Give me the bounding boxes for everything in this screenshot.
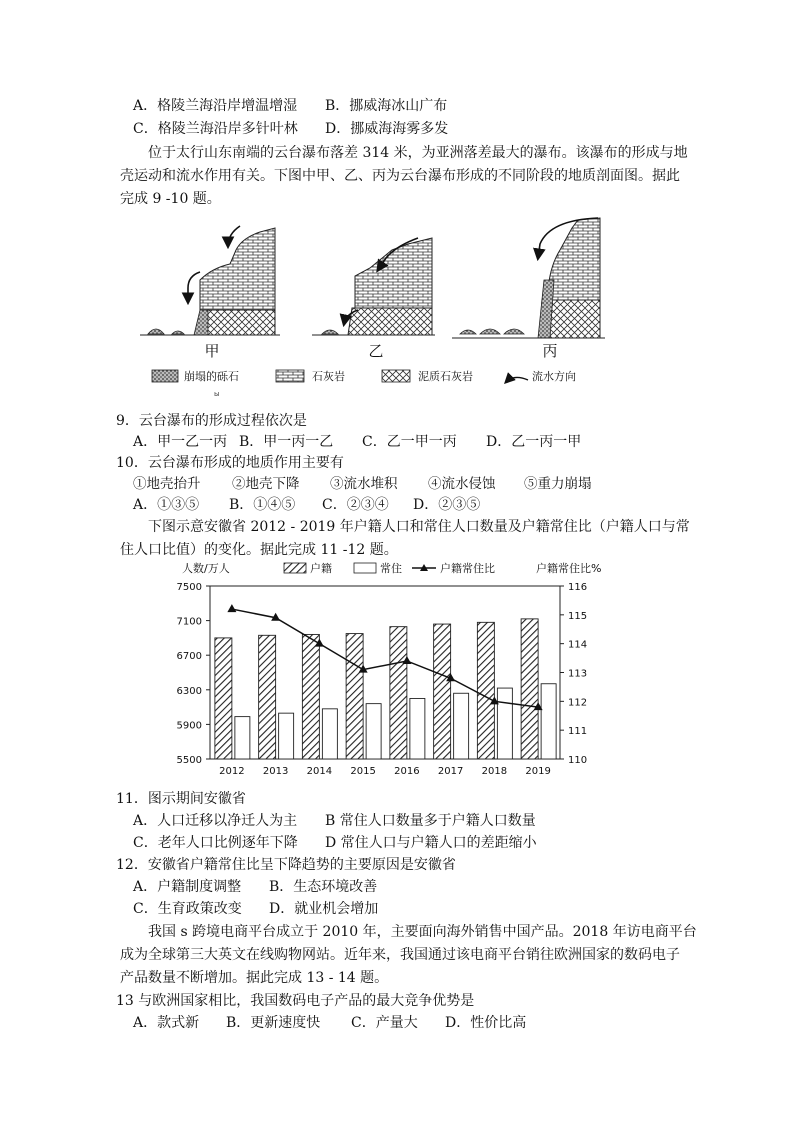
legend-changzhu: 常住 [380, 562, 402, 575]
intro-13-line-3: 产品数量不断增加。据此完成 13 - 14 题。 [120, 970, 389, 986]
bar-huji [346, 634, 363, 759]
q13-option-c: C．产量大 [351, 1015, 418, 1031]
q12-option-a: A．户籍制度调整 [133, 879, 242, 895]
q12-option-c: C．生育政策改变 [133, 901, 242, 917]
y-tick-label: 7100 [176, 616, 202, 628]
y-tick-label: 6700 [176, 651, 202, 663]
q11-option-c: C．老年人口比例逐年下降 [133, 835, 298, 851]
q12-option-d: D．就业机会增加 [269, 901, 379, 917]
y-tick-label: 7500 [176, 582, 202, 593]
label-yi: 乙 [368, 342, 384, 360]
legend-huji: 户籍 [310, 562, 332, 575]
y2-tick-label: 116 [568, 582, 588, 593]
q9-option-c: C．乙一甲一丙 [362, 434, 457, 450]
bar-changzhu [410, 698, 425, 759]
bar-changzhu [541, 684, 556, 759]
intro-9-line-3: 完成 9 -10 题。 [120, 191, 221, 207]
profile-legend [152, 369, 576, 398]
intro-9-line-2: 壳运动和流水作用有关。下图中甲、乙、丙为云台瀑布形成的不同阶段的地质剖面图。据此 [120, 168, 680, 184]
bar-huji [434, 624, 451, 759]
y2-axis-label: 户籍常住比% [536, 562, 602, 575]
x-tick-label: 2013 [262, 766, 289, 777]
q9-option-a: A．甲一乙一丙 [133, 434, 228, 450]
q9-option-b: B．甲一丙一乙 [239, 434, 334, 450]
x-tick-label: 2018 [481, 766, 508, 777]
profile-yi [312, 238, 435, 335]
profile-bing [452, 218, 605, 338]
bar-changzhu [279, 713, 294, 759]
q13-option-d: D．性价比高 [445, 1015, 527, 1031]
x-tick-label: 2012 [219, 766, 245, 777]
x-tick-label: 2016 [394, 766, 420, 777]
q10-item-2: ②地壳下降 [232, 476, 300, 492]
q8-option-d: D．挪威海海雾多发 [325, 121, 449, 137]
q9-stem: 9．云台瀑布的形成过程依次是 [116, 413, 307, 429]
population-chart [150, 556, 620, 786]
bar-huji [259, 635, 276, 759]
x-tick-label: 2015 [350, 766, 376, 777]
q10-option-a: A．①③⑤ [133, 497, 200, 513]
y2-tick-label: 115 [568, 610, 588, 622]
stray-mark: ы [214, 390, 220, 398]
q10-item-5: ⑤重力崩塌 [524, 476, 592, 492]
q11-option-b: B 常住人口数量多于户籍人口数量 [325, 813, 536, 829]
q11-stem: 11．图示期间安徽省 [116, 791, 246, 807]
q10-option-d: D．②③⑤ [413, 497, 481, 513]
q10-option-c: C．②③④ [322, 497, 389, 513]
bar-huji [215, 638, 232, 759]
legend-swatch-marl [382, 370, 410, 382]
q8-option-c: C．格陵兰海沿岸多针叶林 [133, 121, 298, 137]
y2-tick-label: 112 [568, 697, 588, 709]
y-tick-label: 5900 [176, 720, 202, 732]
legend-marl: 泥质石灰岩 [418, 370, 473, 383]
q12-option-b: B．生态环境改善 [269, 879, 378, 895]
q13-stem: 13 与欧洲国家相比，我国数码电子产品的最大竞争优势是 [116, 993, 475, 1009]
bar-changzhu [454, 693, 469, 759]
bar-changzhu [322, 709, 337, 759]
intro-11-line-1: 下图示意安徽省 2012 - 2019 年户籍人口和常住人口数量及户籍常住比（户籍人口与常 [148, 519, 690, 535]
bar-changzhu [497, 688, 512, 759]
chart-legend [284, 561, 495, 575]
q10-stem: 10．云台瀑布形成的地质作用主要有 [116, 455, 344, 471]
legend-gravel: 崩塌的砾石 [184, 370, 239, 383]
legend-flow: 流水方向 [532, 370, 576, 383]
q10-option-b: B．①④⑤ [229, 497, 296, 513]
y-axis-label: 人数/万人 [182, 562, 230, 575]
q13-option-b: B．更新速度快 [226, 1015, 321, 1031]
y2-tick-label: 110 [568, 755, 588, 766]
q11-option-a: A．人口迁移以净迁人为主 [133, 813, 298, 829]
x-tick-label: 2017 [437, 766, 464, 777]
legend-swatch-changzhu [354, 563, 376, 573]
y2-tick-label: 113 [568, 668, 588, 680]
y2-tick-label: 114 [568, 639, 588, 651]
x-tick-label: 2014 [306, 766, 333, 777]
bar-changzhu [235, 717, 250, 759]
bar-huji [390, 627, 407, 759]
intro-11-line-2: 住人口比值）的变化。据此完成 11 -12 题。 [120, 542, 398, 558]
legend-swatch-limestone [276, 370, 304, 382]
legend-limestone: 石灰岩 [312, 370, 345, 383]
legend-arrow-icon [506, 377, 528, 382]
bar-huji [477, 622, 494, 759]
q10-item-4: ④流水侵蚀 [428, 476, 496, 492]
y-tick-label: 6300 [176, 685, 202, 697]
q9-option-d: D．乙一丙一甲 [486, 434, 582, 450]
ratio-point [227, 604, 236, 612]
legend-swatch-huji [284, 563, 306, 573]
bar-huji [302, 634, 319, 759]
bar-huji [521, 619, 538, 759]
q8-option-b: B．挪威海冰山广布 [325, 98, 448, 114]
q8-option-a: A．格陵兰海沿岸增温增湿 [133, 98, 298, 114]
intro-13-line-1: 我国 s 跨境电商平台成立于 2010 年，主要面向海外销售中国产品。2018 年访电商平台 [148, 924, 697, 940]
x-tick-label: 2019 [525, 766, 551, 777]
label-bing: 丙 [542, 342, 558, 360]
q11-option-d: D 常住人口与户籍人口的差距缩小 [325, 835, 537, 851]
geologic-profile-figure [130, 210, 630, 400]
q10-item-3: ③流水堆积 [330, 476, 398, 492]
label-jia: 甲 [204, 342, 220, 360]
bar-changzhu [366, 704, 381, 759]
intro-9-line-1: 位于太行山东南端的云台瀑布落差 314 米，为亚洲落差最大的瀑布。该瀑布的形成与地 [148, 145, 688, 161]
q12-stem: 12．安徽省户籍常住比呈下降趋势的主要原因是安徽省 [116, 857, 456, 873]
q13-option-a: A．款式新 [133, 1015, 200, 1031]
legend-ratio: 户籍常住比 [440, 562, 495, 575]
intro-13-line-2: 成为全球第三大英文在线购物网站。近年来，我国通过该电商平台销往欧洲国家的数码电子 [120, 947, 680, 963]
q10-item-1: ①地壳抬升 [133, 476, 201, 492]
profile-jia [140, 226, 280, 335]
y2-tick-label: 111 [568, 726, 588, 738]
y-tick-label: 5500 [176, 755, 202, 766]
legend-swatch-gravel [152, 370, 178, 382]
